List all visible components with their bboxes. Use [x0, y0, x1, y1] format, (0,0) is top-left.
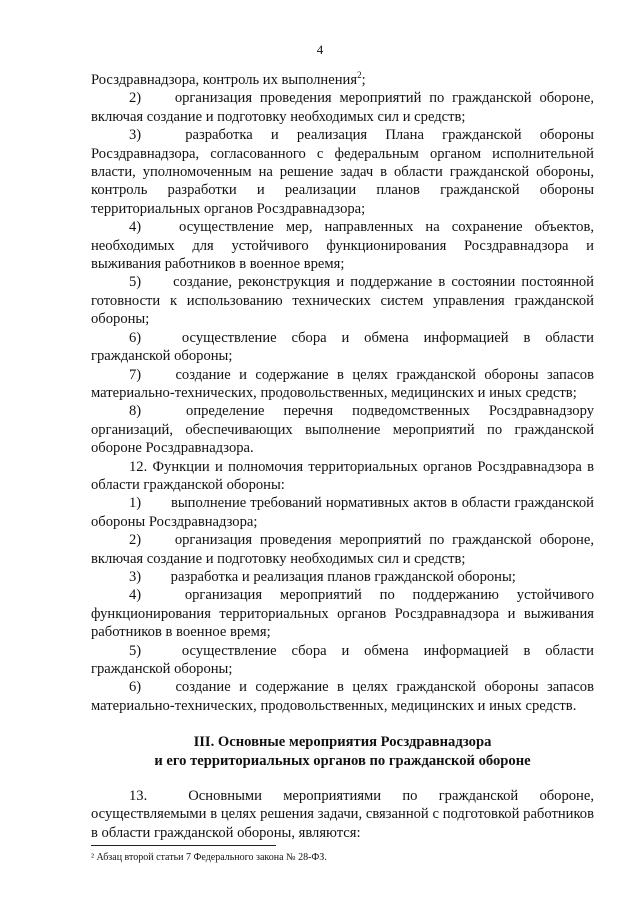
- list-text: разработка и реализация планов гражданской обороны;: [170, 568, 516, 585]
- clause-text: Основными мероприятиями по гражданской обороне, осуществляемыми в целях решения задачи, связанной с подготовкой работников в области гражданской обороны, являются:: [91, 788, 594, 841]
- list-number: 4): [129, 587, 142, 604]
- list-number: 3): [129, 127, 142, 144]
- list-number: 6): [129, 679, 142, 696]
- list-item: [91, 642, 594, 679]
- list-number: 5): [129, 274, 142, 291]
- paragraph-tail: ;: [361, 72, 366, 88]
- list-text: выполнение требований нормативных актов в области гражданской обороны Росздравнадзора;: [91, 495, 594, 530]
- list-text: организация проведения мероприятий по гражданской обороне, включая создание и подготовку необходимых сил и средств;: [91, 90, 594, 125]
- list-text: организация проведения мероприятий по гражданской обороне, включая создание и подготовку необходимых сил и средств;: [91, 532, 594, 567]
- footnote-divider: [91, 845, 276, 846]
- list-item: [91, 586, 594, 641]
- list-number: 5): [129, 642, 142, 659]
- document-body: [91, 71, 594, 842]
- list-item: [91, 531, 594, 568]
- list-item: [91, 494, 594, 531]
- list-item: [91, 402, 594, 457]
- list-text: осуществление сбора и обмена информацией в области гражданской обороны;: [91, 642, 594, 677]
- list-number: 8): [129, 403, 142, 420]
- list-number: 2): [129, 532, 142, 549]
- list-text: осуществление мер, направленных на сохранение объектов, необходимых для устойчивого функционирования Росздравнадзора и выживания работников в военное время;: [91, 219, 594, 273]
- list-text: осуществление сбора и обмена информацией в области гражданской обороны;: [91, 329, 594, 365]
- list-number: 4): [129, 219, 142, 236]
- list-text: организация мероприятий по поддержанию устойчивого функционирования территориальных органов Росздравнадзора и выживания работников в военное время;: [91, 587, 594, 641]
- list-text: создание, реконструкция и поддержание в состоянии постоянной готовности к использованию технических систем управления гражданской обороны;: [91, 274, 594, 328]
- list-item: [91, 329, 594, 366]
- page-number: 4: [316, 42, 324, 57]
- list-number: 2): [129, 90, 142, 107]
- list-text: создание и содержание в целях гражданской обороны запасов материально-технических, продовольственных, медицинских и иных средств.: [91, 679, 594, 714]
- section-heading-line-2: и его территориальных органов по гражданской обороне: [154, 752, 531, 769]
- list-number: 6): [129, 329, 142, 346]
- footnote: ² Абзац второй статьи 7 Федерального закона № 28-ФЗ.: [91, 852, 327, 863]
- clause-text: 12. Функции и полномочия территориальных органов Росздравнадзора в области гражданской обороны:: [91, 458, 594, 493]
- list-number: 1): [129, 495, 142, 512]
- list-item: [91, 678, 594, 715]
- list-text: разработка и реализация Плана гражданской обороны Росздравнадзора, согласованного с федеральным органом исполнительной власти, уполномоченным на решение задач в области гражданской обороны, контроль разработки и реализации планов гражданской обороны территориальных органов Росздравнадзора;: [91, 127, 594, 217]
- paragraph-text: Росздравнадзора, контроль их выполнения: [91, 72, 358, 88]
- list-number: 3): [129, 568, 142, 585]
- section-heading-line-1: III. Основные мероприятия Росздравнадзора: [193, 734, 492, 751]
- list-item: [91, 89, 594, 126]
- clause-13: [91, 787, 594, 842]
- list-item: [91, 568, 594, 586]
- list-item: [91, 366, 594, 403]
- clause-12: [91, 458, 594, 495]
- footnote-ref: 2: [357, 70, 362, 81]
- list-item: [91, 273, 594, 328]
- clause-number: 13.: [129, 788, 148, 805]
- list-number: 7): [129, 366, 142, 383]
- list-item: [91, 126, 594, 218]
- list-item: [91, 218, 594, 273]
- section-heading: [91, 733, 594, 770]
- list-text: определение перечня подведомственных Росздравнадзору организаций, обеспечивающих выполнение мероприятий по гражданской обороне Росздравнадзора.: [91, 403, 594, 457]
- paragraph-continuation: [91, 71, 594, 89]
- list-text: создание и содержание в целях гражданской обороны запасов материально-технических, продовольственных, медицинских и иных средств;: [91, 366, 594, 401]
